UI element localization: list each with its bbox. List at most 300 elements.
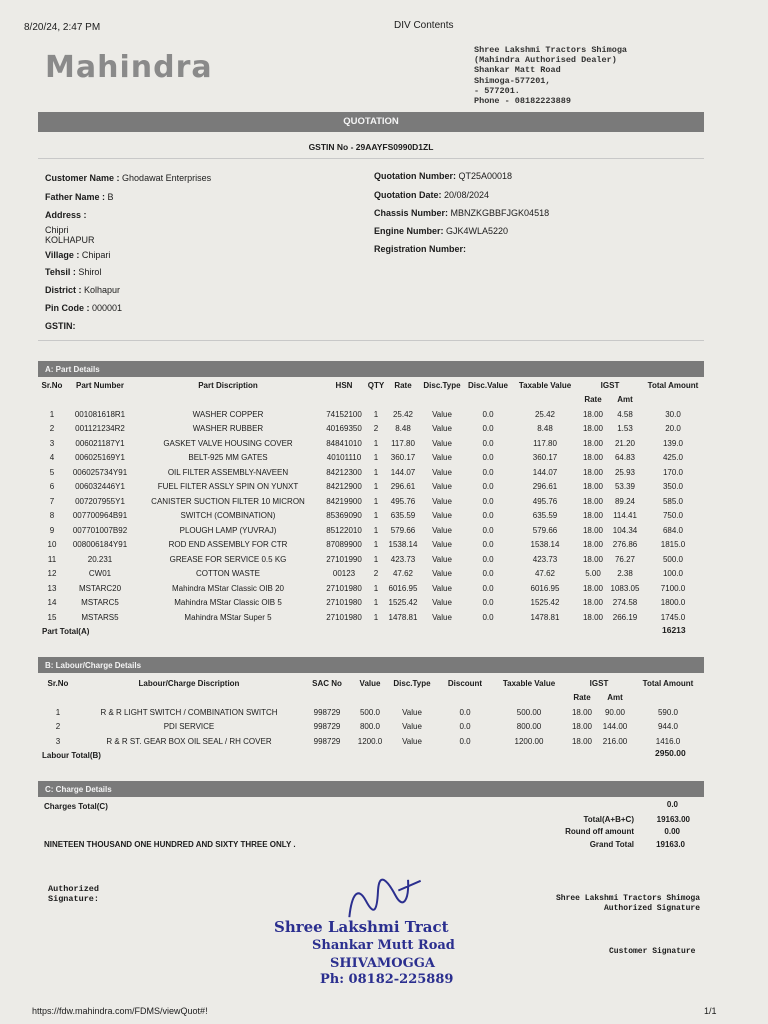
part-row (38, 596, 704, 611)
chassis-number (374, 208, 549, 218)
table-cell: 296.61 (532, 482, 558, 492)
labour-row (38, 720, 704, 735)
authorized-signature-label: Authorized Signature: (48, 884, 100, 904)
part-row (38, 509, 704, 524)
table-cell: 1 (373, 525, 379, 535)
part-row (38, 610, 704, 625)
print-title: DIV Contents (394, 20, 454, 31)
table-cell: 14 (47, 598, 57, 608)
table-cell: 998729 (313, 736, 341, 746)
address-label-text: Address : (45, 210, 87, 220)
dealer-line: Shree Lakshmi Tractors Shimoga (474, 45, 628, 55)
quotation-date-label: Quotation Date: (374, 190, 442, 200)
table-cell: R & R LIGHT SWITCH / COMBINATION SWITCH (100, 707, 278, 717)
table-cell: 12 (47, 569, 57, 579)
father-name (45, 192, 114, 202)
table-cell: 18.00 (582, 424, 604, 434)
table-cell: 117.80 (533, 438, 557, 448)
table-cell: 18.00 (582, 598, 604, 608)
table-cell: 1 (373, 554, 379, 564)
col-header: Sr.No (41, 380, 63, 390)
table-cell: 1 (373, 540, 379, 550)
table-cell: Value (432, 554, 452, 564)
table-cell: 47.62 (534, 569, 556, 579)
table-cell: MSTARC20 (78, 583, 122, 593)
igst-amt-header: Amt (607, 693, 623, 703)
chassis-label: Chassis Number: (374, 208, 449, 218)
col-header: Total Amount (642, 678, 694, 688)
labour-total-label: Labour Total(B) (42, 751, 101, 760)
igst-amt-header: Amt (617, 395, 633, 405)
table-cell: 7 (49, 496, 55, 506)
part-row (38, 538, 704, 553)
table-cell: 0.0 (482, 424, 494, 434)
table-cell: Value (432, 438, 452, 448)
address-label (45, 210, 87, 220)
tehsil (45, 267, 101, 277)
table-cell: 1 (373, 467, 379, 477)
table-cell: 008006184Y91 (72, 540, 128, 550)
dealer-line: Shankar Matt Road (474, 65, 561, 76)
roundoff-label: Round off amount (565, 827, 634, 836)
col-header: Disc.Value (467, 380, 509, 390)
stamp-line-4: Ph: 08182-225889 (320, 972, 454, 987)
table-cell: 30.0 (665, 409, 681, 419)
table-cell: 3 (55, 736, 61, 746)
district (45, 285, 120, 295)
pin-label: Pin Code : (45, 303, 90, 313)
table-cell: 0.0 (482, 569, 494, 579)
table-cell: 635.59 (532, 511, 558, 521)
table-cell: 64.83 (614, 453, 636, 463)
table-cell: 13 (47, 583, 57, 593)
dealer-signature-caption: Authorized Signature (603, 904, 700, 913)
table-cell: 6016.95 (388, 583, 418, 593)
table-cell: MSTARC5 (81, 598, 119, 608)
labour-row (38, 705, 704, 720)
labour-total-value: 2950.00 (655, 748, 686, 758)
table-cell: 4.58 (617, 409, 633, 419)
quotation-date-value: 20/08/2024 (444, 190, 490, 200)
village (45, 250, 110, 260)
table-cell: 423.73 (390, 554, 416, 564)
table-cell: 1 (373, 598, 379, 608)
table-cell: 1 (373, 496, 379, 506)
part-row (38, 451, 704, 466)
part-row (38, 567, 704, 582)
part-row (38, 422, 704, 437)
table-cell: 007701007B92 (72, 525, 128, 535)
table-cell: 139.0 (662, 438, 684, 448)
part-total-value: 16213 (662, 625, 686, 635)
table-cell: CANISTER SUCTION FILTER 10 MICRON (151, 496, 305, 506)
table-cell: Value (432, 511, 452, 521)
table-cell: 216.00 (602, 736, 628, 746)
table-cell: 170.0 (662, 467, 684, 477)
table-cell: 144.00 (602, 722, 628, 732)
table-cell: 1 (373, 583, 379, 593)
table-cell: 0.0 (482, 453, 494, 463)
table-cell: 100.0 (662, 569, 684, 579)
table-cell: 18.00 (582, 511, 604, 521)
table-cell: 0.0 (482, 583, 494, 593)
table-cell: 85122010 (326, 525, 362, 535)
table-cell: 47.62 (392, 569, 414, 579)
tehsil-label: Tehsil : (45, 267, 76, 277)
table-cell: 76.27 (614, 554, 636, 564)
table-cell: Value (432, 612, 452, 622)
table-cell: 6016.95 (530, 583, 560, 593)
abc-total-value: 19163.00 (656, 815, 690, 824)
table-cell: 006025734Y91 (72, 467, 128, 477)
customer-gstin-label: GSTIN: (45, 321, 76, 331)
table-cell: 585.0 (662, 496, 684, 506)
table-cell: 266.19 (612, 612, 638, 622)
table-cell: 25.42 (392, 409, 414, 419)
table-cell: 84841010 (326, 438, 362, 448)
table-cell: Value (432, 453, 452, 463)
table-cell: SWITCH (COMBINATION) (180, 511, 276, 521)
pin-code (45, 303, 122, 313)
table-cell: 18.00 (582, 554, 604, 564)
address-line-2: KOLHAPUR (45, 235, 95, 245)
table-cell: 001121234R2 (75, 424, 125, 434)
table-cell: 3 (49, 438, 55, 448)
table-cell: 360.17 (390, 453, 416, 463)
table-cell: 500.0 (359, 707, 381, 717)
table-cell: 1800.0 (660, 598, 686, 608)
table-cell: 425.0 (662, 453, 684, 463)
table-cell: 0.0 (482, 438, 494, 448)
table-cell: MSTARS5 (81, 612, 119, 622)
col-header: Value (359, 678, 381, 688)
table-cell: 1538.14 (530, 540, 560, 550)
table-cell: 1.53 (617, 424, 633, 434)
dealer-line: - 577201. (474, 85, 520, 96)
table-cell: 144.07 (532, 467, 558, 477)
customer-gstin (45, 321, 76, 331)
table-cell: 18.00 (571, 736, 593, 746)
table-cell: 7100.0 (660, 583, 686, 593)
table-cell: 1525.42 (388, 598, 418, 608)
table-cell: Value (432, 424, 452, 434)
customer-name-value: Ghodawat Enterprises (122, 173, 212, 183)
table-cell: 18.00 (582, 409, 604, 419)
quotation-bar: QUOTATION (38, 112, 704, 132)
table-cell: 006025169Y1 (75, 453, 125, 463)
table-cell: 0.0 (482, 598, 494, 608)
col-header: Rate (394, 380, 412, 390)
labour-table (38, 676, 704, 749)
table-cell: 4 (49, 453, 55, 463)
table-cell: 0.0 (482, 482, 494, 492)
col-header: Disc.Type (393, 678, 431, 688)
table-cell: 579.66 (390, 525, 416, 535)
part-row (38, 407, 704, 422)
part-details-table (38, 378, 704, 625)
dealer-line: Shimoga-577201, (474, 75, 551, 86)
tehsil-value: Shirol (78, 267, 102, 277)
table-cell: 2 (49, 424, 55, 434)
chassis-value: MBNZKGBBFJGK04518 (450, 208, 550, 218)
table-cell: 20.231 (87, 554, 113, 564)
table-cell: 27101980 (326, 583, 362, 593)
table-cell: Mahindra MStar Classic OIB 20 (171, 583, 285, 593)
table-cell: 495.76 (532, 496, 558, 506)
table-cell: 944.0 (657, 722, 679, 732)
table-cell: 18.00 (571, 722, 593, 732)
table-cell: 0.0 (482, 409, 494, 419)
table-cell: 00123 (332, 569, 356, 579)
table-cell: 0.0 (482, 496, 494, 506)
divider (38, 340, 704, 341)
col-header: HSN (335, 380, 353, 390)
table-cell: Mahindra MStar Super 5 (184, 612, 272, 622)
col-header: Sr.No (47, 678, 69, 688)
table-cell: 0.0 (482, 467, 494, 477)
table-cell: 423.73 (532, 554, 558, 564)
table-cell: 1 (373, 409, 379, 419)
table-cell: 18.00 (571, 707, 593, 717)
table-cell: 1200.00 (514, 736, 544, 746)
col-header: Disc.Type (423, 380, 461, 390)
table-cell: 1083.05 (610, 583, 640, 593)
table-cell: Value (402, 707, 422, 717)
table-cell: PDI SERVICE (163, 722, 215, 732)
table-cell: 18.00 (582, 540, 604, 550)
village-label: Village : (45, 250, 80, 260)
table-cell: 1815.0 (660, 540, 686, 550)
stamp-line-2: Shankar Mutt Road (312, 938, 455, 953)
table-cell: 276.86 (612, 540, 638, 550)
table-cell: Value (432, 540, 452, 550)
table-cell: 1 (373, 511, 379, 521)
table-cell: BELT-925 MM GATES (188, 453, 268, 463)
part-row (38, 465, 704, 480)
quotation-number (374, 171, 512, 181)
table-cell: FUEL FILTER ASSLY SPIN ON YUNXT (157, 482, 299, 492)
table-cell: 53.39 (614, 482, 636, 492)
table-cell: Value (432, 482, 452, 492)
table-cell: Value (432, 496, 452, 506)
col-header: Discount (447, 678, 483, 688)
table-cell: 87089900 (326, 540, 362, 550)
district-label: District : (45, 285, 82, 295)
table-cell: 5 (49, 467, 55, 477)
table-cell: 684.0 (662, 525, 684, 535)
amount-in-words: NINETEEN THOUSAND ONE HUNDRED AND SIXTY THREE ONLY . (44, 840, 296, 849)
col-header: IGST (589, 678, 609, 688)
labour-details-bar: B: Labour/Charge Details (38, 657, 704, 673)
table-cell: 10 (47, 540, 57, 550)
table-cell: 007207955Y1 (75, 496, 125, 506)
col-header: Labour/Charge Discription (138, 678, 240, 688)
table-cell: WASHER RUBBER (192, 424, 264, 434)
mahindra-logo: Mahindra (45, 50, 213, 85)
table-cell: 1745.0 (660, 612, 686, 622)
father-name-label: Father Name : (45, 192, 106, 202)
table-cell: 8 (49, 511, 55, 521)
col-header: IGST (600, 380, 620, 390)
table-cell: 21.20 (614, 438, 636, 448)
table-cell: 27101990 (326, 554, 362, 564)
table-cell: Value (402, 722, 422, 732)
table-cell: 007700964B91 (72, 511, 128, 521)
table-cell: 84219900 (326, 496, 362, 506)
table-cell: 8.48 (395, 424, 411, 434)
part-total-label: Part Total(A) (42, 627, 90, 636)
table-cell: 1 (373, 438, 379, 448)
footer-url: https://fdw.mahindra.com/FDMS/viewQuot#! (32, 1006, 208, 1016)
table-cell: 18.00 (582, 525, 604, 535)
col-header: Part Discription (198, 380, 258, 390)
table-cell: COTTON WASTE (196, 569, 260, 579)
table-cell: PLOUGH LAMP (YUVRAJ) (179, 525, 277, 535)
stamp-line-1: Shree Lakshmi Tract (274, 918, 449, 936)
table-cell: 25.42 (534, 409, 556, 419)
part-row (38, 523, 704, 538)
table-cell: 18.00 (582, 612, 604, 622)
dealer-signature-name: Shree Lakshmi Tractors Shimoga (555, 894, 700, 903)
table-cell: 495.76 (390, 496, 416, 506)
dealer-line: Phone - 08182223889 (474, 96, 571, 107)
part-details-bar: A: Part Details (38, 361, 704, 377)
charges-total-value: 0.0 (666, 800, 678, 809)
engine-number (374, 226, 508, 236)
table-cell: 360.17 (532, 453, 558, 463)
table-cell: ROD END ASSEMBLY FOR CTR (168, 540, 288, 550)
table-cell: 998729 (313, 707, 341, 717)
table-cell: Value (432, 409, 452, 419)
table-cell: GREASE FOR SERVICE 0.5 KG (169, 554, 287, 564)
table-cell: 296.61 (390, 482, 416, 492)
table-cell: 006032446Y1 (75, 482, 125, 492)
roundoff-value: 0.00 (664, 827, 680, 836)
table-cell: 1 (49, 409, 55, 419)
dealer-line: (Mahindra Authorised Dealer) (474, 55, 617, 66)
registration-label: Registration Number: (374, 244, 467, 254)
table-cell: 0.0 (482, 612, 494, 622)
abc-total-label: Total(A+B+C) (583, 815, 634, 824)
table-cell: 0.0 (459, 707, 471, 717)
district-value: Kolhapur (84, 285, 121, 295)
labour-rows (38, 705, 704, 749)
table-cell: 800.0 (359, 722, 381, 732)
table-cell: GASKET VALVE HOUSING COVER (163, 438, 293, 448)
table-cell: 9 (49, 525, 55, 535)
table-cell: 274.58 (612, 598, 638, 608)
part-row (38, 581, 704, 596)
part-row (38, 494, 704, 509)
table-cell: 1 (55, 707, 61, 717)
table-cell: 750.0 (662, 511, 684, 521)
table-cell: 2 (55, 722, 61, 732)
table-cell: 84212300 (326, 467, 362, 477)
table-cell: 18.00 (582, 496, 604, 506)
table-cell: 27101980 (326, 612, 362, 622)
table-cell: R & R ST. GEAR BOX OIL SEAL / RH COVER (106, 736, 272, 746)
table-cell: WASHER COPPER (192, 409, 264, 419)
quotation-date (374, 190, 489, 200)
customer-name-label: Customer Name : (45, 173, 120, 183)
table-cell: 18.00 (582, 482, 604, 492)
print-datetime: 8/20/24, 2:47 PM (24, 22, 101, 33)
table-cell: Mahindra MStar Classic OIB 5 (174, 598, 282, 608)
labour-table-wrap (38, 676, 704, 749)
table-cell: 1 (373, 453, 379, 463)
part-row (38, 436, 704, 451)
part-rows (38, 407, 704, 625)
table-cell: 18.00 (582, 453, 604, 463)
village-value: Chipari (81, 250, 111, 260)
table-cell: Value (432, 467, 452, 477)
table-cell: 18.00 (582, 438, 604, 448)
divider (38, 158, 704, 159)
quotation-number-label: Quotation Number: (374, 171, 456, 181)
table-cell: 85369090 (326, 511, 362, 521)
table-cell: 6 (49, 482, 55, 492)
father-name-value: B (107, 192, 114, 202)
table-cell: 74152100 (326, 409, 362, 419)
table-cell: 1525.42 (530, 598, 560, 608)
table-cell: 18.00 (582, 583, 604, 593)
page-number: 1/1 (704, 1006, 717, 1016)
table-cell: 1478.81 (388, 612, 418, 622)
table-cell: 144.07 (390, 467, 416, 477)
part-row (38, 480, 704, 495)
table-cell: 8.48 (537, 424, 553, 434)
engine-label: Engine Number: (374, 226, 444, 236)
table-cell: 0.0 (459, 722, 471, 732)
pin-value: 000001 (92, 303, 123, 313)
customer-signature-label: Customer Signature (609, 947, 696, 956)
gstin-number: GSTIN No - 29AAYFS0990D1ZL (308, 142, 434, 152)
table-cell: 2.38 (617, 569, 633, 579)
dealer-address (474, 45, 627, 106)
table-cell: 1200.0 (357, 736, 383, 746)
labour-row (38, 734, 704, 749)
table-cell: 84212900 (326, 482, 362, 492)
table-cell: 800.00 (516, 722, 542, 732)
table-cell: 1538.14 (388, 540, 418, 550)
col-header: Part Number (75, 380, 124, 390)
table-cell: 0.0 (482, 554, 494, 564)
col-header: SAC No (312, 678, 342, 688)
charges-total-label: Charges Total(C) (44, 802, 108, 811)
table-cell: 350.0 (662, 482, 684, 492)
col-header: Taxable Value (518, 380, 572, 390)
table-cell: 2 (373, 569, 379, 579)
table-cell: 0.0 (482, 525, 494, 535)
table-cell: 1478.81 (530, 612, 560, 622)
registration-number (374, 244, 466, 254)
table-cell: 40169350 (326, 424, 362, 434)
igst-rate-header: Rate (573, 693, 591, 703)
table-cell: Value (432, 583, 452, 593)
table-cell: 500.00 (516, 707, 542, 717)
part-details-table-wrap (38, 378, 704, 625)
charge-details-bar: C: Charge Details (38, 781, 704, 797)
table-cell: 590.0 (657, 707, 679, 717)
table-cell: 500.0 (662, 554, 684, 564)
table-cell: 90.00 (604, 707, 626, 717)
table-cell: 1416.0 (655, 736, 681, 746)
table-cell: 2 (373, 424, 379, 434)
table-cell: 27101980 (326, 598, 362, 608)
table-cell: Value (432, 525, 452, 535)
dealer-signature-block (520, 894, 700, 914)
table-cell: 1 (373, 612, 379, 622)
